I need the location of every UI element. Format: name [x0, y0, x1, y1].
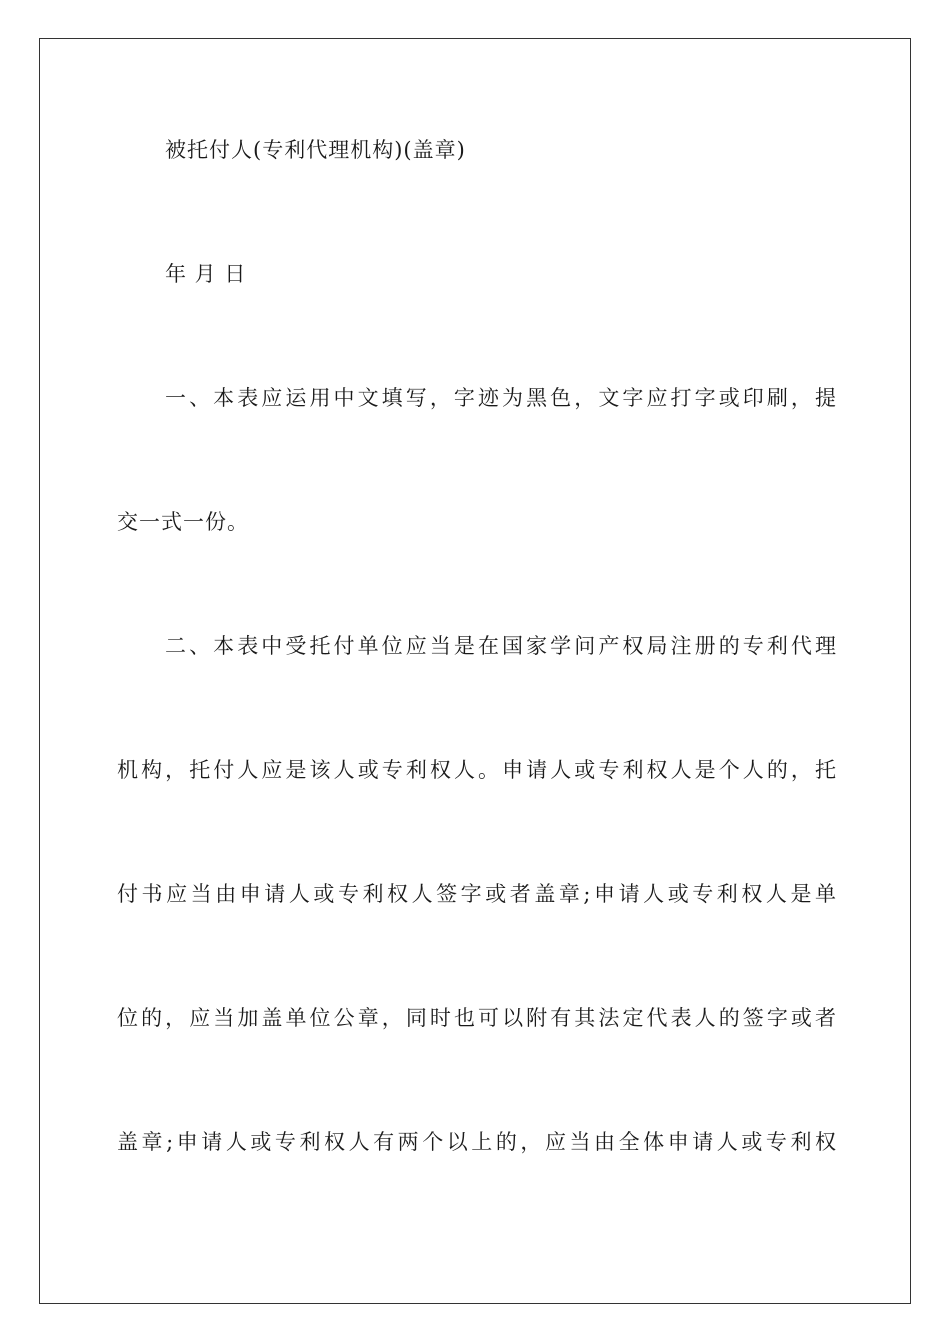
instruction-1-line-2: 交一式一份。 [117, 510, 249, 534]
instruction-2-line-1: 二、本表中受托付单位应当是在国家学问产权局注册的专利代理 [165, 634, 837, 658]
instruction-2-line-2: 机构，托付人应是该人或专利权人。申请人或专利权人是个人的，托 [117, 758, 837, 782]
page-border [39, 38, 911, 1304]
date-line: 年 月 日 [165, 262, 247, 286]
instruction-2-line-5: 盖章;申请人或专利权人有两个以上的，应当由全体申请人或专利权 [117, 1130, 837, 1154]
instruction-1-line-1: 一、本表应运用中文填写，字迹为黑色，文字应打字或印刷，提 [165, 386, 837, 410]
agent-seal-line: 被托付人(专利代理机构)(盖章) [165, 138, 466, 162]
instruction-2-line-4: 位的，应当加盖单位公章，同时也可以附有其法定代表人的签字或者 [117, 1006, 837, 1030]
instruction-2-line-3: 付书应当由申请人或专利权人签字或者盖章;申请人或专利权人是单 [117, 882, 837, 906]
